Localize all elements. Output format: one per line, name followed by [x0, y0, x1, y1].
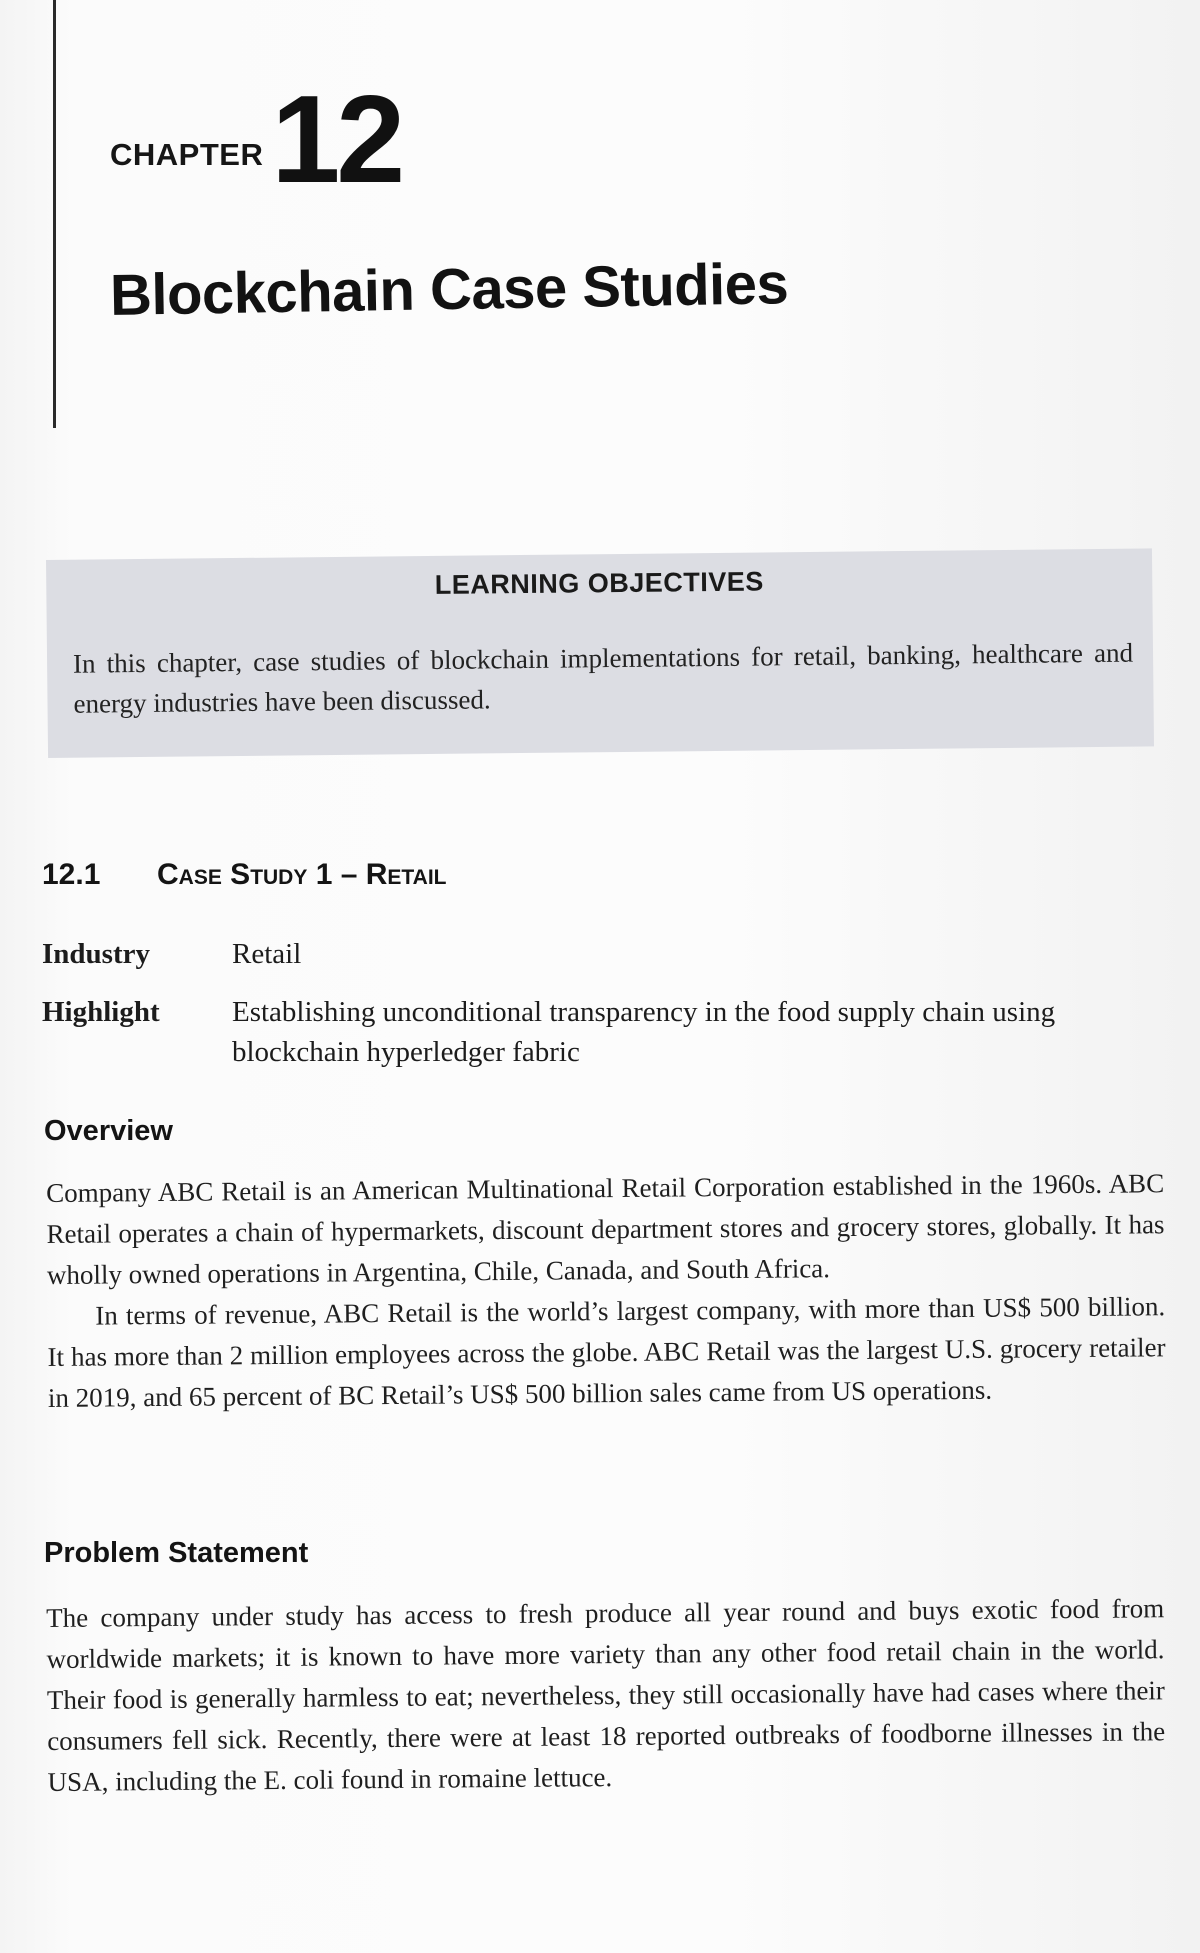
section-number: 12.1: [42, 858, 101, 891]
chapter-margin-rule: [53, 0, 56, 428]
learning-objectives-heading: LEARNING OBJECTIVES: [434, 566, 764, 600]
section-title-rest: Retail: [365, 858, 447, 891]
overview-body: [46, 1163, 1166, 1419]
section-heading: [42, 858, 447, 892]
learning-objectives-text: In this chapter, case studies of blockchain implementations for retail, banking, healthcare and energy industries have been discussed.: [72, 637, 1134, 719]
chapter-label: [110, 71, 402, 209]
overview-heading: Overview: [44, 1115, 173, 1147]
section-title-prefix: Case Study 1 –: [157, 858, 366, 891]
highlight-value: Establishing unconditional transparency in the food supply chain using blockchain hyperledger fabric: [232, 996, 1056, 1068]
problem-statement-body: [46, 1588, 1166, 1803]
chapter-word: CHAPTER: [110, 137, 264, 172]
problem-paragraph-1: The company under study has access to fresh produce all year round and buys exotic food from worldwide markets; it is known to have more variety than any other food retail chain in the world. Their food is generally harmless to eat; nevertheless, they still occasionally have had cases where their consumers fell sick. Recently, there were at least 18 reported outbreaks of foodborne illnesses in the USA, including the E. coli found in romaine lettuce.: [46, 1593, 1166, 1797]
chapter-title: Blockchain Case Studies: [109, 251, 789, 328]
highlight-row: [42, 992, 1162, 1072]
industry-label: Industry: [42, 938, 150, 970]
overview-paragraph-1: Company ABC Retail is an American Multinational Retail Corporation established in the 1960s. ABC Retail operates a chain of hypermarkets, discount department stores and grocery stores, globally. It has wholly owned operations in Argentina, Chile, Canada, and South Africa.: [46, 1168, 1165, 1290]
industry-row: [42, 934, 1162, 974]
industry-value: Retail: [232, 938, 302, 970]
overview-paragraph-2: In terms of revenue, ABC Retail is the world’s largest company, with more than US$ 500 billion. It has more than 2 million employees across the globe. ABC Retail was the largest U.S. grocery retailer in 2019, and 65 percent of BC Retail’s US$ 500 billion sales came from US operations.: [47, 1291, 1166, 1413]
highlight-label: Highlight: [42, 996, 160, 1028]
chapter-number: 12: [271, 71, 402, 209]
problem-statement-heading: Problem Statement: [44, 1537, 309, 1569]
learning-objectives-box: [46, 548, 1154, 758]
